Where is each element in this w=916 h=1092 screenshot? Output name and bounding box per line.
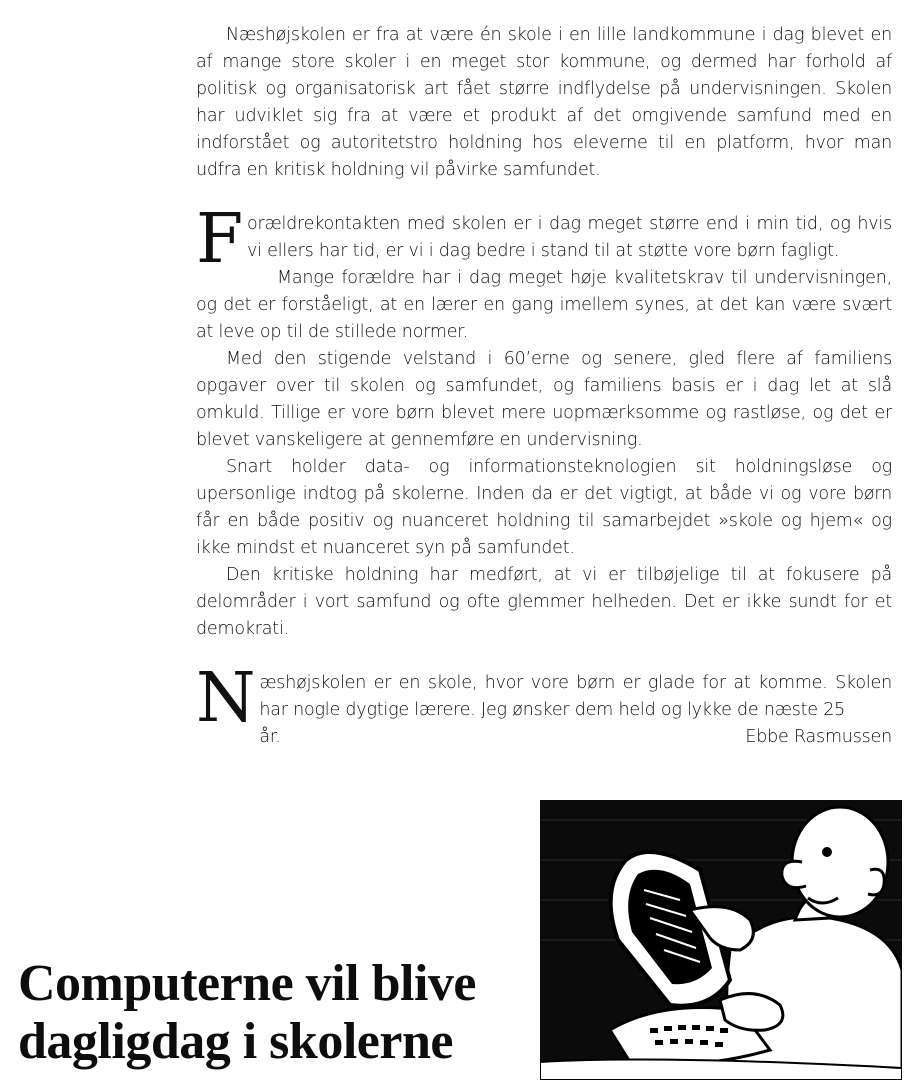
drop-cap-f: F (196, 200, 243, 279)
paragraph-1: Næshøjskolen er fra at være én skole i en lille landkommune i dag blevet en af mange store skoler i en meget stor kommune, og dermed har forhold af politisk og organisatorisk art fået større indflydelse på undervisningen. Skolen har udviklet sig fra at være et produkt af det omgivende samfund med en indforstået og autoritetstro holdning hos eleverne til en platform, hvor man udfra en kritisk holdning vil påvirke samfundet. (196, 25, 892, 180)
headline (18, 955, 538, 1071)
cartoon-man-at-computer-icon (540, 800, 902, 1080)
paragraph-7-text: æshøjskolen er en skole, hvor vore børn er glade for at komme. Skolen har nogle dygtige lærere. Jeg ønsker dem held og lykke de næste 25 (259, 673, 892, 720)
drop-cap-n: N (196, 659, 256, 738)
paragraph-5: Snart holder data- og informationsteknologien sit holdningsløse og upersonlige indtog på skolerne. Inden da er det vigtigt, at både vi og vore børn får en både positiv og nuanceret holdning til samarbejdet »skole og hjem« og ikke mindst et nuanceret syn på samfundet. (196, 457, 892, 558)
paragraph-3: Mange forældre har i dag meget høje kvalitetskrav til undervisningen, og det er forståeligt, at en lærer en gang imellem synes, at det kan være svært at leve op til de stillede normer. (196, 268, 892, 342)
paragraph-7-end: år. (259, 727, 281, 747)
paragraph-2 (196, 200, 892, 279)
article-body (196, 22, 892, 751)
signature: Ebbe Rasmussen (745, 727, 892, 747)
closing-line (259, 724, 892, 751)
paragraph-4: Med den stigende velstand i 60’erne og senere, gled flere af familiens opgaver over til skolen og samfundet, og familiens basis er i dag let at slå omkuld. Tillige er vore børn blevet mere uopmærksomme og rastløse, og det er blevet vanskeligere at gennemføre en undervisning. (196, 349, 892, 450)
headline-line-2: dagligdag i skolerne (18, 1013, 453, 1070)
paragraph-6: Den kritiske holdning har medført, at vi er tilbøjelige til at fokusere på delområder i vort samfund og ofte glemmer helheden. Det er ikke sundt for et demokrati. (196, 565, 892, 639)
headline-line-1: Computerne vil blive (18, 955, 476, 1012)
paragraph-2-text: orældrekontakten med skolen er i dag meget større end i min tid, og hvis vi ellers har tid, er vi i dag bedre i stand til at støtte vore børn fagligt. (246, 214, 892, 261)
